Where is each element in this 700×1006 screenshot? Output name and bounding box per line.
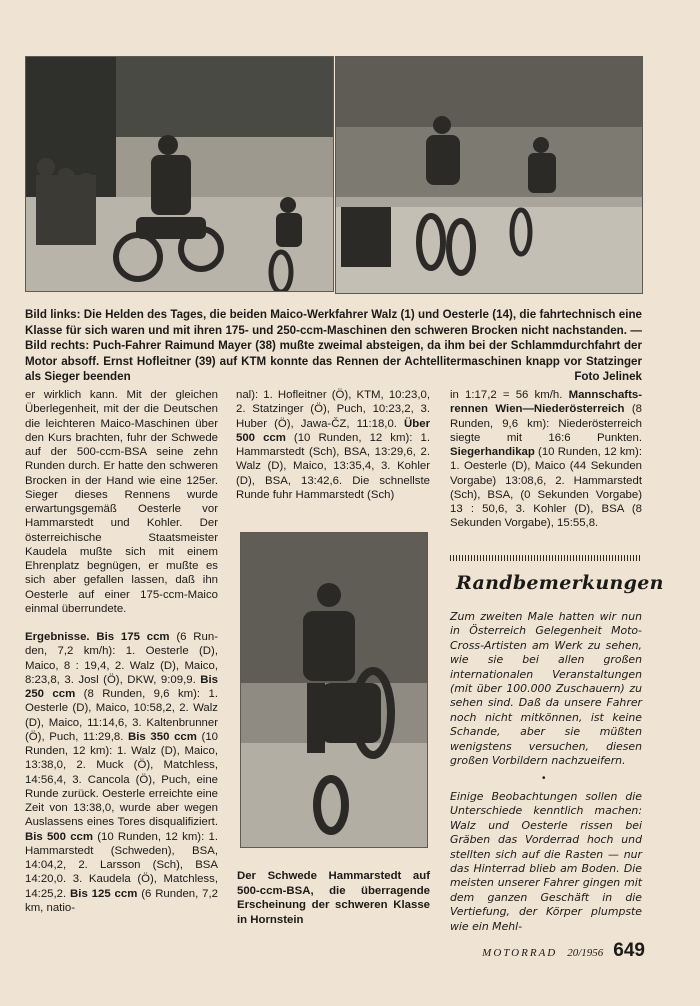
fastest-lap-text: in 1:17,2 = 56 km/h. [450,389,569,401]
randbemerkungen-heading: Randbemerkungen [456,572,664,594]
results-continued [236,388,430,502]
class-250-label: Bis 250 ccm [25,673,218,700]
handicap-label: Siegerhandikap [450,446,535,458]
class-125-results-cont: nal): 1. Hofleitner (Ö), KTM, 10:23,0, 2. Statzinger (Ö), Puch, 10:23,2, 3. Huber (Ö), Jawa-ČZ, 11:18,0. [236,389,430,430]
photo-credit: Foto Jelinek [574,370,642,383]
class-125-label: Bis 125 ccm [70,887,138,900]
page-number: 649 [613,940,645,961]
article-intro-paragraph: er wirklich kann. Mit der gleichen Überlegenheit, mit der die Deutschen die leichteren Maico-Maschinen über den Kurs brachten, fuhr der Schwede auf der 500-ccm-BSA seine zehn Runden durch. Er hatte den schweren Brocken in der Hand wie eine 125er. Sieger dieses Rennens wurde erwartungsgemäß Oesterle vor Hammarstedt und Kohler. Der österreichische Staatsmeister Kaudela mußte sich mit einem Ehrenplatz begnügen, er mußte es sich aber gefallen lassen, daß ihn Oesterle auf einer 175-ccm-Maico einmal überrundete. [25,389,218,615]
page-footer [445,940,645,962]
class-350-label: Bis 350 ccm [128,730,197,743]
class-350-results: (10 Runden, 12 km): 1. Walz (D), Maico, 13:38,0, 2. Muck (Ö), Matchless, 14:56,4, 3. Cancola (Ö), Puch, eine Runde zurück. Oesterle erreichte eine Zeit von 13:38,0, wurde aber wegen Auslassens eines Tores disqualifiziert. [25,730,218,829]
randbemerkungen-paragraph-2: Einige Beobachtungen sollen die Unterschiede kenntlich machen: Walz und Oesterle rissen bei Gräben das Vorderrad hoch und stellten sich auf die Rasten — nur das Hinterrad blieb am Boden. Die meisten unserer Fahrer gingen mit dem ganzen Geschäft in die Vertiefung, der Körper plumpste wie ein Mehl- [450,790,642,933]
results-final [450,388,642,531]
photo-right-puch-riders [335,56,643,294]
article-column-2 [236,388,430,502]
class-250-results: (8 Runden, 9,6 km): 1. Oesterle (D), Maico, 10:58,2, 2. Walz (D), Maico, 11:14,6, 3. Kaltenbrunner (Ö), Puch, 11:29,8. [25,688,219,743]
photo-left-maico-riders [25,56,334,292]
randbemerkungen-paragraph-1: Zum zweiten Male hatten wir nun in Österreich Gelegenheit Moto-Cross-Artisten am Werk zu sehen, wie sie bei allen großen internationalen Veranstaltungen (mit über 100.000 Zuschauern) zu sehen sind. Daß da unsere Fahrer noch nicht mitkönnen, ist keine Schande, aber sie müßten wenigstens versuchen, diesen großen Vorbildern nachzueifern. [450,610,642,768]
issue-number: 20/1956 [567,947,604,959]
magazine-name: MOTORRAD [482,947,558,959]
article-column-3 [450,388,642,531]
results-paragraph [25,630,218,915]
middle-photo-caption: Der Schwede Hammarstedt auf 500-ccm-BSA, die überragende Erscheinung der schweren Klasse in Hornstein [237,870,430,926]
section-bullet: • [542,773,546,784]
results-label: Ergebnisse. [25,631,90,643]
class-500-results: (10 Runden, 12 km): 1. Hammarstedt (Schweden), BSA, 14:04,2, 2. Larsson (Sch), BSA 14:20,0. 3. Kaudela (Ö), Matchless, 14:25,2. [25,830,218,900]
class-over-500-label: Über 500 ccm [236,417,430,444]
section-divider [450,555,642,561]
class-125-results: (6 Runden, 7,2 km, natio- [25,887,218,914]
article-column-1 [25,388,218,915]
handicap-results: (10 Runden, 12 km): 1. Oesterle (D), Maico (44 Sekunden Vorgabe) 13:08,6, 2. Hammarstedt (Sch), BSA, (0 Sekunden Vorgabe) 13 : 50,6, 3. Kohler (D), BSA (8 Sekunden Vorgabe), 15:55,8. [450,446,642,530]
photo-hammarstedt-bsa [240,532,428,848]
top-caption-text: Bild links: Die Helden des Tages, die beiden Maico-Werkfahrer Walz (1) und Oesterle (14), die fahrtechnisch eine Klasse für sich waren und mit ihren 175- und 250-ccm-Maschinen den schweren Brocken nicht nachstanden. — Bild rechts: Puch-Fahrer Raimund Mayer (38) mußte zweimal absteigen, da ihm bei der Schlammdurchfahrt der Motor absoff. Ernst Hofleitner (39) auf KTM konnte das Rennen der Achtellitermaschinen knapp vor Statzinger als Sieger beenden [25,308,642,383]
top-photo-caption [25,307,642,385]
team-race-label: Mannschaftsrennen Wien—Niederösterreich [450,389,642,416]
class-500-label: Bis 500 ccm [25,830,93,843]
class-175-results: (6 Runden, 7,2 km/h): 1. Oesterle (D), Maico, 8 : 19,4, 2. Walz (D), Maico, 8:23,8, 3. Josl (Ö), DKW, 9:09,9. [25,631,218,686]
team-race-results: (8 Runden, 9,6 km): Niederösterreich siegte mit 16:6 Punkten. [450,403,642,444]
class-over-500-results: (10 Runden, 12 km): 1. Hammarstedt (Sch), BSA, 13:29,6, 2. Walz (D), Maico, 13:35,4, 3. Kohler (D), BSA, 13:42,6. Die schnellste Runde fuhr Hammarstedt (Sch) [236,431,431,501]
class-175-label: Bis 175 ccm [96,631,170,643]
